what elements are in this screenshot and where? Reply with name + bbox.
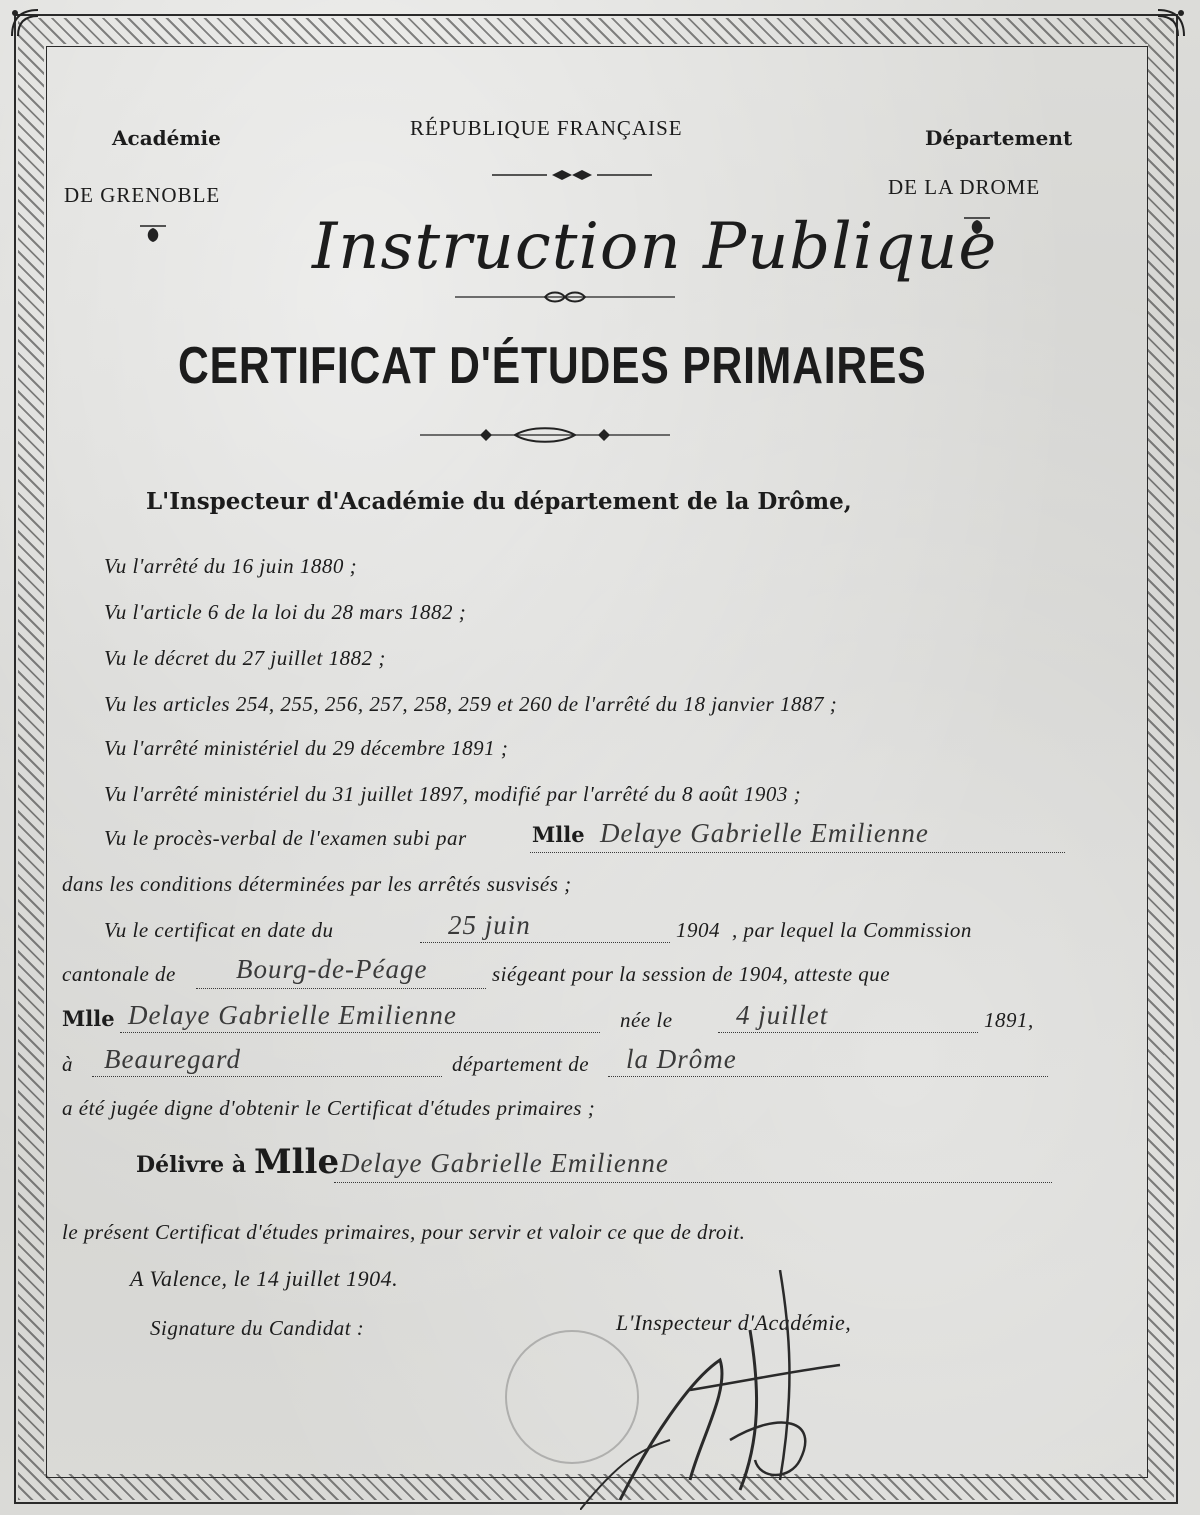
certificate-date-handwritten: 25 juin	[448, 910, 531, 940]
candidate-name-handwritten: Delaye Gabrielle Emilienne	[128, 1000, 457, 1030]
republic-heading: RÉPUBLIQUE FRANÇAISE	[410, 116, 683, 140]
divider-ornament-icon	[492, 168, 652, 182]
academie-label: Académie	[112, 126, 221, 150]
candidate-name-handwritten: Delaye Gabrielle Emilienne	[600, 818, 929, 848]
birth-year: 1891,	[984, 1008, 1034, 1032]
present-certificat-text: le présent Certificat d'études primaires, pour servir et valoir ce que de droit.	[62, 1220, 746, 1244]
signature-candidat-label: Signature du Candidat :	[150, 1316, 365, 1340]
small-fleuron-icon	[138, 222, 168, 244]
nee-le-text: née le	[620, 1008, 673, 1032]
main-title: CERTIFICAT D'ÉTUDES PRIMAIRES	[178, 337, 927, 395]
departement-label: Département	[925, 126, 1073, 150]
candidate-name-handwritten: Delaye Gabrielle Emilienne	[340, 1148, 669, 1178]
delivre-a-text: Délivre à	[136, 1152, 247, 1178]
candidate-title: Mlle	[532, 822, 585, 847]
divider-ornament-icon	[455, 290, 675, 304]
consideration-line: Vu le décret du 27 juillet 1882 ;	[104, 646, 386, 670]
canton-name-handwritten: Bourg-de-Péage	[236, 954, 428, 984]
birth-place-handwritten: Beauregard	[104, 1044, 241, 1074]
proces-verbal-text: Vu le procès-verbal de l'examen subi par	[104, 826, 467, 850]
divider-ornament-icon	[420, 426, 670, 444]
consideration-line: Vu l'arrêté ministériel du 29 décembre 1891 ;	[104, 736, 509, 760]
birth-department-handwritten: la Drôme	[626, 1044, 737, 1074]
certificat-text: Vu le certificat en date du	[104, 918, 334, 942]
cantonale-text: cantonale de	[62, 962, 176, 986]
conditions-text: dans les conditions déterminées par les arrêtés susvisés ;	[62, 872, 572, 896]
place-date: A Valence, le 14 juillet 1904.	[130, 1266, 399, 1291]
fill-in-line	[92, 1076, 442, 1077]
consideration-line: Vu l'arrêté ministériel du 31 juillet 1897, modifié par l'arrêté du 8 août 1903 ;	[104, 782, 802, 806]
candidate-title: Mlle	[254, 1142, 340, 1182]
fill-in-line	[608, 1076, 1048, 1077]
departement-de-text: département de	[452, 1052, 590, 1076]
inspector-signature	[580, 1270, 910, 1514]
a-text: à	[62, 1052, 73, 1076]
session-text: siégeant pour la session de 1904, atteste que	[492, 962, 891, 986]
fill-in-line	[420, 942, 670, 943]
birth-date-handwritten: 4 juillet	[736, 1000, 829, 1030]
corner-ornament-icon	[1154, 6, 1188, 40]
departement-name: DE LA DROME	[888, 175, 1041, 199]
consideration-line: Vu l'arrêté du 16 juin 1880 ;	[104, 554, 358, 578]
instruction-publique-title: Instruction Publique	[312, 210, 998, 284]
consideration-line: Vu les articles 254, 255, 256, 257, 258, 259 et 260 de l'arrêté du 18 janvier 1887 ;	[104, 692, 838, 716]
corner-ornament-icon	[8, 6, 42, 40]
academie-name: DE GRENOBLE	[64, 183, 221, 207]
fill-in-line	[196, 988, 486, 989]
fill-in-line	[530, 852, 1065, 853]
consideration-line: Vu l'article 6 de la loi du 28 mars 1882 ;	[104, 600, 467, 624]
signature-inspecteur-label: L'Inspecteur d'Académie,	[616, 1310, 852, 1335]
juge-digne-text: a été jugée digne d'obtenir le Certificat d'études primaires ;	[62, 1096, 596, 1120]
commission-text: , par lequel la Commission	[732, 918, 972, 942]
candidate-title: Mlle	[62, 1006, 115, 1031]
fill-in-line	[718, 1032, 978, 1033]
fill-in-line	[120, 1032, 600, 1033]
certificate-year: 1904	[676, 918, 720, 942]
inspector-heading: L'Inspecteur d'Académie du département de la Drôme,	[146, 488, 852, 515]
fill-in-line	[334, 1182, 1052, 1183]
